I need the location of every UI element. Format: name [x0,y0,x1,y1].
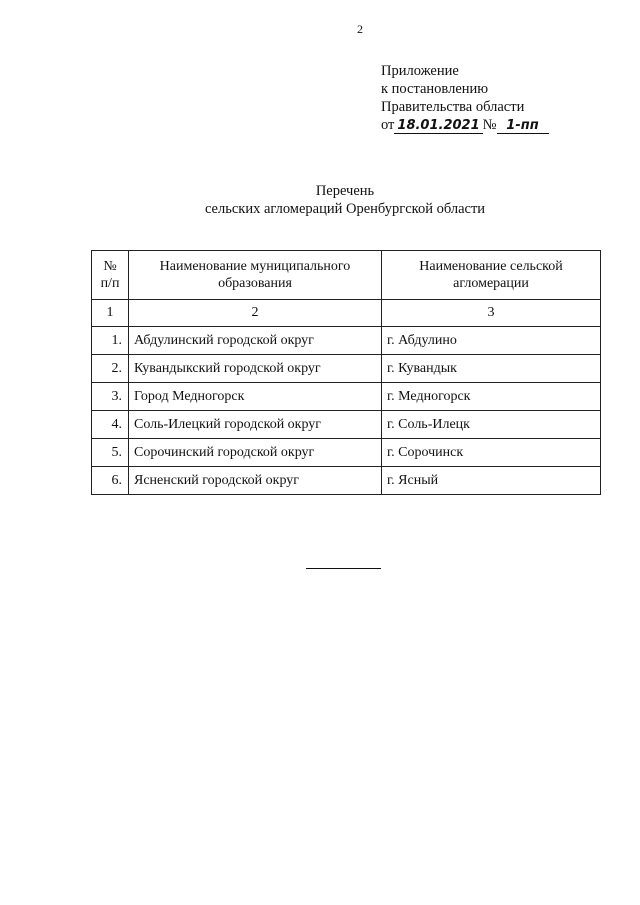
municipality-name: Город Медногорск [129,383,382,411]
municipality-name: Кувандыкский городской округ [129,355,382,383]
row-number: 6. [92,467,129,495]
title-line-1: Перечень [315,183,375,199]
table-header-row [92,251,601,300]
row-number: 2. [92,355,129,383]
index-cell: 3 [382,300,601,327]
row-number: 1. [92,327,129,355]
document-title [0,182,640,218]
agglomeration-name: г. Абдулино [382,327,601,355]
municipality-name: Соль-Илецкий городской округ [129,411,382,439]
table-row [92,439,601,467]
index-cell: 2 [129,300,382,327]
table-row [92,355,601,383]
agglomeration-name: г. Медногорск [382,383,601,411]
table-row [92,383,601,411]
row-number: 3. [92,383,129,411]
number-prefix: № [482,117,497,133]
agglomeration-name: г. Ясный [382,467,601,495]
appendix-date-line [381,116,549,134]
municipality-name: Сорочинский городской округ [129,439,382,467]
row-number: 5. [92,439,129,467]
municipality-name: Ясненский городской округ [129,467,382,495]
table-row [92,411,601,439]
header-number: № п/п [92,251,129,300]
page-number: 2 [357,22,363,36]
appendix-line-3: Правительства области [381,99,525,115]
handwritten-number: 1-пп [497,118,549,134]
handwritten-date: 18.01.2021 [394,118,482,134]
header-municipality: Наименование муниципального образования [129,251,382,300]
title-line-2: сельских агломераций Оренбургской области [204,201,486,217]
agglomeration-name: г. Кувандык [382,355,601,383]
appendix-block [381,62,549,134]
appendix-line-1: Приложение [381,63,459,79]
agglomeration-name: г. Сорочинск [382,439,601,467]
row-number: 4. [92,411,129,439]
closing-divider [306,568,381,569]
appendix-line-2: к постановлению [381,81,489,97]
header-agglomeration: Наименование сельской агломерации [382,251,601,300]
table-row [92,327,601,355]
index-cell: 1 [92,300,129,327]
date-prefix: от [381,117,395,133]
agglomerations-table [91,250,601,495]
table-index-row [92,300,601,327]
table-row [92,467,601,495]
municipality-name: Абдулинский городской округ [129,327,382,355]
agglomeration-name: г. Соль-Илецк [382,411,601,439]
